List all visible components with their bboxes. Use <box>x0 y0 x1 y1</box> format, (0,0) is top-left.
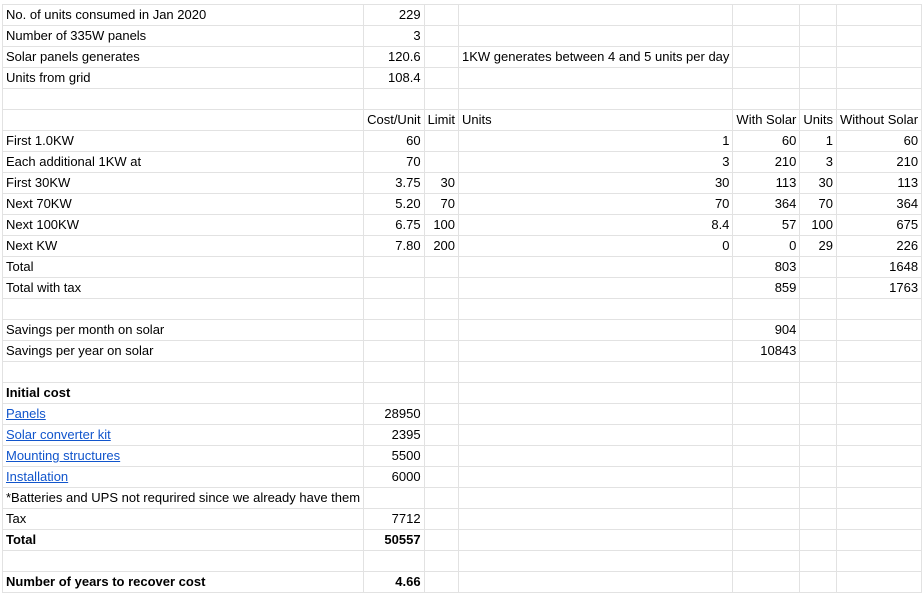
sheet-cell[interactable] <box>800 362 837 383</box>
sheet-cell[interactable] <box>837 446 922 467</box>
sheet-cell[interactable] <box>424 257 458 278</box>
sheet-cell[interactable] <box>800 299 837 320</box>
sheet-cell[interactable] <box>459 257 733 278</box>
sheet-cell[interactable]: 30 <box>800 173 837 194</box>
sheet-cell[interactable]: 60 <box>364 131 424 152</box>
sheet-cell[interactable]: 1KW generates between 4 and 5 units per day <box>459 47 733 68</box>
sheet-row <box>3 320 922 341</box>
sheet-cell[interactable]: Total <box>3 530 364 551</box>
sheet-cell[interactable] <box>364 551 424 572</box>
sheet-cell[interactable]: Units <box>800 110 837 131</box>
sheet-cell[interactable] <box>424 404 458 425</box>
sheet-cell[interactable]: 0 <box>733 236 800 257</box>
sheet-cell[interactable] <box>837 5 922 26</box>
sheet-row <box>3 404 922 425</box>
sheet-cell[interactable] <box>800 446 837 467</box>
sheet-cell[interactable] <box>837 404 922 425</box>
sheet-cell[interactable]: 3.75 <box>364 173 424 194</box>
sheet-row <box>3 488 922 509</box>
sheet-cell[interactable]: Each additional 1KW at <box>3 152 364 173</box>
sheet-cell[interactable] <box>459 425 733 446</box>
sheet-cell[interactable]: 1 <box>459 131 733 152</box>
sheet-cell[interactable] <box>800 257 837 278</box>
sheet-cell[interactable]: Cost/Unit <box>364 110 424 131</box>
sheet-cell[interactable] <box>424 278 458 299</box>
sheet-row <box>3 26 922 47</box>
sheet-cell[interactable] <box>459 404 733 425</box>
sheet-cell[interactable] <box>733 404 800 425</box>
sheet-cell[interactable] <box>837 530 922 551</box>
sheet-cell[interactable]: 226 <box>837 236 922 257</box>
sheet-cell[interactable] <box>364 320 424 341</box>
sheet-row <box>3 5 922 26</box>
sheet-cell[interactable]: Without Solar <box>837 110 922 131</box>
sheet-row <box>3 278 922 299</box>
sheet-cell[interactable]: 50557 <box>364 530 424 551</box>
sheet-row <box>3 215 922 236</box>
sheet-cell[interactable]: Initial cost <box>3 383 364 404</box>
sheet-cell[interactable] <box>424 488 458 509</box>
sheet-cell[interactable] <box>424 362 458 383</box>
sheet-cell[interactable]: 60 <box>837 131 922 152</box>
sheet-cell[interactable]: 100 <box>424 215 458 236</box>
sheet-cell[interactable] <box>837 572 922 593</box>
sheet-row <box>3 131 922 152</box>
sheet-link-cell[interactable]: Solar converter kit <box>3 425 364 446</box>
sheet-row <box>3 446 922 467</box>
sheet-cell[interactable] <box>800 341 837 362</box>
sheet-cell[interactable]: Savings per month on solar <box>3 320 364 341</box>
sheet-cell[interactable] <box>459 299 733 320</box>
sheet-cell[interactable]: No. of units consumed in Jan 2020 <box>3 5 364 26</box>
sheet-cell[interactable] <box>800 509 837 530</box>
sheet-cell[interactable] <box>837 89 922 110</box>
sheet-cell[interactable]: 30 <box>459 173 733 194</box>
sheet-cell[interactable]: 108.4 <box>364 68 424 89</box>
sheet-cell[interactable] <box>424 530 458 551</box>
sheet-cell[interactable] <box>800 572 837 593</box>
sheet-cell[interactable] <box>733 383 800 404</box>
sheet-cell[interactable] <box>459 572 733 593</box>
sheet-cell[interactable] <box>459 509 733 530</box>
sheet-cell[interactable] <box>800 383 837 404</box>
sheet-cell[interactable] <box>3 299 364 320</box>
sheet-cell[interactable]: 5500 <box>364 446 424 467</box>
sheet-cell[interactable]: 57 <box>733 215 800 236</box>
sheet-row <box>3 299 922 320</box>
sheet-row <box>3 572 922 593</box>
sheet-cell[interactable]: 70 <box>459 194 733 215</box>
sheet-cell[interactable] <box>424 5 458 26</box>
sheet-cell[interactable] <box>733 530 800 551</box>
sheet-cell[interactable]: 5.20 <box>364 194 424 215</box>
sheet-cell[interactable]: 120.6 <box>364 47 424 68</box>
sheet-cell[interactable] <box>459 362 733 383</box>
sheet-cell[interactable] <box>3 551 364 572</box>
sheet-cell[interactable] <box>800 89 837 110</box>
sheet-cell[interactable]: Number of years to recover cost <box>3 572 364 593</box>
sheet-cell[interactable]: 6000 <box>364 467 424 488</box>
sheet-cell[interactable]: 364 <box>837 194 922 215</box>
sheet-cell[interactable] <box>459 530 733 551</box>
sheet-cell[interactable] <box>800 5 837 26</box>
sheet-cell[interactable] <box>800 404 837 425</box>
sheet-cell[interactable] <box>3 89 364 110</box>
sheet-cell[interactable] <box>364 383 424 404</box>
sheet-cell[interactable]: 29 <box>800 236 837 257</box>
sheet-cell[interactable] <box>800 488 837 509</box>
sheet-row <box>3 194 922 215</box>
sheet-cell[interactable] <box>424 299 458 320</box>
sheet-cell[interactable] <box>364 257 424 278</box>
sheet-cell[interactable] <box>424 26 458 47</box>
sheet-cell[interactable] <box>459 488 733 509</box>
sheet-cell[interactable] <box>837 68 922 89</box>
sheet-cell[interactable]: Next 100KW <box>3 215 364 236</box>
sheet-cell[interactable] <box>733 572 800 593</box>
sheet-cell[interactable]: 200 <box>424 236 458 257</box>
sheet-cell[interactable] <box>459 320 733 341</box>
sheet-cell[interactable]: Limit <box>424 110 458 131</box>
sheet-cell[interactable] <box>459 446 733 467</box>
sheet-cell[interactable] <box>837 47 922 68</box>
sheet-cell[interactable] <box>837 488 922 509</box>
sheet-cell[interactable]: 0 <box>459 236 733 257</box>
sheet-cell[interactable] <box>459 26 733 47</box>
sheet-row <box>3 530 922 551</box>
sheet-cell[interactable]: 70 <box>364 152 424 173</box>
sheet-cell[interactable] <box>837 26 922 47</box>
sheet-cell[interactable]: 675 <box>837 215 922 236</box>
sheet-cell[interactable] <box>364 278 424 299</box>
sheet-cell[interactable] <box>424 68 458 89</box>
sheet-link-cell[interactable]: Panels <box>3 404 364 425</box>
sheet-cell[interactable] <box>837 425 922 446</box>
sheet-cell[interactable]: Solar panels generates <box>3 47 364 68</box>
sheet-cell[interactable] <box>424 509 458 530</box>
sheet-row <box>3 236 922 257</box>
sheet-cell[interactable] <box>733 299 800 320</box>
sheet-cell[interactable] <box>459 89 733 110</box>
sheet-row <box>3 47 922 68</box>
sheet-cell[interactable] <box>424 152 458 173</box>
sheet-cell[interactable] <box>733 467 800 488</box>
sheet-cell[interactable] <box>424 383 458 404</box>
sheet-cell[interactable]: First 30KW <box>3 173 364 194</box>
sheet-cell[interactable] <box>733 89 800 110</box>
sheet-cell[interactable]: Next KW <box>3 236 364 257</box>
sheet-cell[interactable] <box>424 572 458 593</box>
sheet-cell[interactable] <box>424 89 458 110</box>
sheet-cell[interactable] <box>800 26 837 47</box>
sheet-row <box>3 257 922 278</box>
sheet-cell[interactable]: 100 <box>800 215 837 236</box>
sheet-cell[interactable]: Savings per year on solar <box>3 341 364 362</box>
sheet-cell[interactable] <box>424 425 458 446</box>
sheet-cell[interactable] <box>364 299 424 320</box>
sheet-cell[interactable] <box>837 467 922 488</box>
sheet-cell[interactable] <box>459 467 733 488</box>
sheet-row <box>3 110 922 131</box>
sheet-cell[interactable]: 1 <box>800 131 837 152</box>
sheet-cell[interactable] <box>3 110 364 131</box>
sheet-cell[interactable] <box>459 383 733 404</box>
sheet-row <box>3 509 922 530</box>
sheet-cell[interactable]: 803 <box>733 257 800 278</box>
sheet-cell[interactable] <box>424 131 458 152</box>
sheet-cell[interactable] <box>837 299 922 320</box>
sheet-cell[interactable]: 3 <box>459 152 733 173</box>
sheet-cell[interactable] <box>733 5 800 26</box>
sheet-cell[interactable] <box>459 5 733 26</box>
sheet-cell[interactable] <box>733 362 800 383</box>
sheet-cell[interactable] <box>733 509 800 530</box>
sheet-cell[interactable]: Units from grid <box>3 68 364 89</box>
sheet-row <box>3 467 922 488</box>
sheet-cell[interactable] <box>837 362 922 383</box>
sheet-cell[interactable] <box>424 446 458 467</box>
sheet-cell[interactable] <box>800 278 837 299</box>
sheet-row <box>3 383 922 404</box>
sheet-cell[interactable] <box>733 446 800 467</box>
sheet-cell[interactable] <box>364 488 424 509</box>
sheet-cell[interactable] <box>459 341 733 362</box>
sheet-row <box>3 425 922 446</box>
sheet-cell[interactable] <box>733 68 800 89</box>
sheet-cell[interactable] <box>733 47 800 68</box>
sheet-cell[interactable]: *Batteries and UPS not requrired since we already have them <box>3 488 364 509</box>
sheet-cell[interactable]: With Solar <box>733 110 800 131</box>
sheet-cell[interactable] <box>459 278 733 299</box>
sheet-cell[interactable] <box>800 425 837 446</box>
sheet-cell[interactable]: 859 <box>733 278 800 299</box>
sheet-cell[interactable]: 1763 <box>837 278 922 299</box>
sheet-cell[interactable] <box>837 509 922 530</box>
sheet-cell[interactable] <box>733 425 800 446</box>
sheet-cell[interactable]: 210 <box>837 152 922 173</box>
sheet-row <box>3 89 922 110</box>
sheet-row <box>3 551 922 572</box>
sheet-cell[interactable] <box>424 341 458 362</box>
sheet-cell[interactable]: Tax <box>3 509 364 530</box>
sheet-cell[interactable]: 364 <box>733 194 800 215</box>
sheet-cell[interactable] <box>800 47 837 68</box>
sheet-cell[interactable]: 8.4 <box>459 215 733 236</box>
sheet-cell[interactable] <box>364 362 424 383</box>
sheet-cell[interactable] <box>459 551 733 572</box>
sheet-cell[interactable] <box>800 320 837 341</box>
sheet-cell[interactable]: Total with tax <box>3 278 364 299</box>
sheet-cell[interactable]: 113 <box>733 173 800 194</box>
sheet-cell[interactable]: 10843 <box>733 341 800 362</box>
sheet-cell[interactable]: 4.66 <box>364 572 424 593</box>
sheet-cell[interactable]: 210 <box>733 152 800 173</box>
sheet-cell[interactable]: Number of 335W panels <box>3 26 364 47</box>
sheet-cell[interactable]: 113 <box>837 173 922 194</box>
sheet-cell[interactable]: Total <box>3 257 364 278</box>
sheet-cell[interactable] <box>800 551 837 572</box>
sheet-cell[interactable]: 60 <box>733 131 800 152</box>
sheet-cell[interactable]: 904 <box>733 320 800 341</box>
sheet-cell[interactable] <box>3 362 364 383</box>
sheet-cell[interactable]: Next 70KW <box>3 194 364 215</box>
sheet-cell[interactable]: 1648 <box>837 257 922 278</box>
sheet-cell[interactable] <box>800 530 837 551</box>
sheet-row <box>3 362 922 383</box>
sheet-cell[interactable]: 2395 <box>364 425 424 446</box>
sheet-cell[interactable] <box>424 320 458 341</box>
sheet-cell[interactable] <box>800 68 837 89</box>
sheet-cell[interactable] <box>837 341 922 362</box>
sheet-cell[interactable] <box>837 320 922 341</box>
sheet-link-cell[interactable]: Installation <box>3 467 364 488</box>
sheet-cell[interactable] <box>424 47 458 68</box>
sheet-cell[interactable] <box>733 26 800 47</box>
sheet-cell[interactable] <box>733 488 800 509</box>
sheet-link-cell[interactable]: Mounting structures <box>3 446 364 467</box>
sheet-row <box>3 341 922 362</box>
sheet-cell[interactable]: Units <box>459 110 733 131</box>
sheet-cell[interactable] <box>364 341 424 362</box>
spreadsheet-grid <box>2 4 922 593</box>
sheet-cell[interactable] <box>459 68 733 89</box>
sheet-cell[interactable]: 70 <box>800 194 837 215</box>
sheet-cell[interactable]: 30 <box>424 173 458 194</box>
sheet-cell[interactable] <box>800 467 837 488</box>
sheet-cell[interactable]: 7712 <box>364 509 424 530</box>
sheet-row <box>3 68 922 89</box>
sheet-cell[interactable]: 70 <box>424 194 458 215</box>
sheet-cell[interactable]: 3 <box>800 152 837 173</box>
sheet-cell[interactable] <box>837 383 922 404</box>
sheet-cell[interactable]: 3 <box>364 26 424 47</box>
sheet-cell[interactable]: First 1.0KW <box>3 131 364 152</box>
sheet-cell[interactable]: 229 <box>364 5 424 26</box>
sheet-cell[interactable] <box>837 551 922 572</box>
sheet-cell[interactable] <box>733 551 800 572</box>
sheet-cell[interactable]: 6.75 <box>364 215 424 236</box>
sheet-cell[interactable] <box>364 89 424 110</box>
sheet-cell[interactable] <box>424 467 458 488</box>
sheet-row <box>3 152 922 173</box>
sheet-cell[interactable]: 7.80 <box>364 236 424 257</box>
sheet-row <box>3 173 922 194</box>
sheet-cell[interactable] <box>424 551 458 572</box>
sheet-cell[interactable]: 28950 <box>364 404 424 425</box>
